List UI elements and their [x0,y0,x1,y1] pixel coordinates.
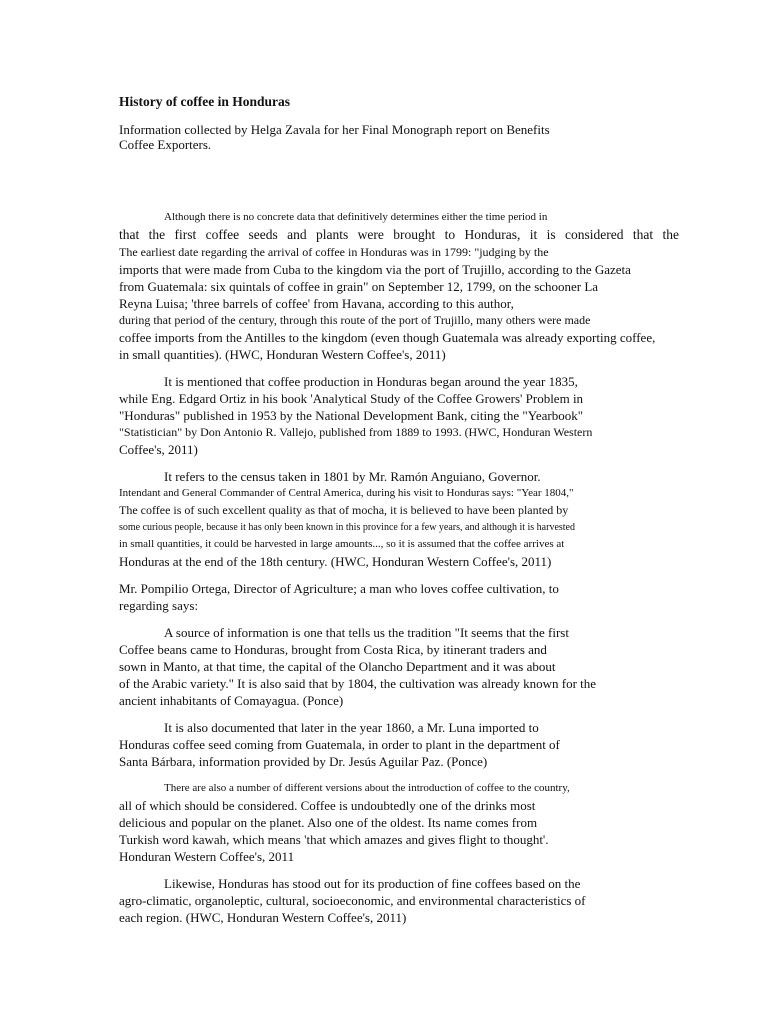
paragraph-line: The coffee is of such excellent quality as that of mocha, it is believed to have been planted by [119,503,569,517]
paragraph-line: in small quantities). (HWC, Honduran Western Coffee's, 2011) [119,347,446,362]
paragraph-4 [119,580,679,614]
paragraph-line: Reyna Luisa; 'three barrels of coffee' from Havana, according to this author, [119,296,514,311]
paragraph-line: There are also a number of different versions about the introduction of coffee to the country, [164,782,570,794]
paragraph-1 [119,209,679,363]
intro-line: Coffee Exporters. [119,137,212,152]
paragraph-line: Turkish word kawah, which means 'that which amazes and gives flight to thought'. [119,832,549,847]
paragraph-line: while Eng. Edgard Ortiz in his book 'Analytical Study of the Coffee Growers' Problem in [119,391,584,406]
paragraph-line: coffee imports from the Antilles to the kingdom (even though Guatemala was already exporting coffee, [119,330,656,345]
paragraph-line: agro-climatic, organoleptic, cultural, socioeconomic, and environmental characteristics of [119,893,586,908]
paragraph-line: delicious and popular on the planet. Also one of the oldest. Its name comes from [119,815,538,830]
paragraph-line: ancient inhabitants of Comayagua. (Ponce) [119,693,344,708]
paragraph-8 [119,875,679,926]
intro-text [119,122,679,152]
paragraph-line: each region. (HWC, Honduran Western Coffee's, 2011) [119,910,407,925]
intro-line: Information collected by Helga Zavala for her Final Monograph report on Benefits [119,122,550,137]
paragraph-line: It is also documented that later in the year 1860, a Mr. Luna imported to [164,720,539,735]
document-body [119,93,679,936]
paragraph-line: A source of information is one that tells us the tradition "It seems that the first [164,625,569,640]
paragraph-line: Coffee's, 2011) [119,442,198,457]
paragraph-line: The earliest date regarding the arrival of coffee in Honduras was in 1799: "judging by the [119,245,549,259]
paragraph-2 [119,373,679,458]
paragraph-line: Coffee beans came to Honduras, brought from Costa Rica, by itinerant traders and [119,642,547,657]
paragraph-line: of the Arabic variety." It is also said that by 1804, the cultivation was already known for the [119,676,597,691]
paragraph-6 [119,719,679,770]
paragraph-line: It is mentioned that coffee production in Honduras began around the year 1835, [164,374,578,389]
paragraph-5 [119,624,679,709]
paragraph-line: in small quantities, it could be harvested in large amounts..., so it is assumed that the coffee arrives at [119,538,565,550]
paragraph-line: Honduras coffee seed coming from Guatemala, in order to plant in the department of [119,737,560,752]
paragraph-line: regarding says: [119,598,199,613]
paragraph-line: Intendant and General Commander of Central America, during his visit to Honduras says: "Year 1804," [119,487,574,499]
document-title: History of coffee in Honduras [119,94,290,109]
paragraph-line: "Honduras" published in 1953 by the National Development Bank, citing the "Yearbook" [119,408,584,423]
paragraph-line: imports that were made from Cuba to the kingdom via the port of Trujillo, according to the Gazeta [119,262,631,277]
paragraph-line: that the first coffee seeds and plants were brought to Honduras, it is considered that the [119,227,679,242]
paragraph-line: during that period of the century, through this route of the port of Trujillo, many others were made [119,313,591,327]
paragraph-line: Although there is no concrete data that definitively determines either the time period in [164,211,548,223]
paragraph-3 [119,468,679,570]
paragraph-line: sown in Manto, at that time, the capital of the Olancho Department and it was about [119,659,556,674]
paragraph-line: Likewise, Honduras has stood out for its production of fine coffees based on the [164,876,581,891]
paragraph-line: "Statistician" by Don Antonio R. Vallejo, published from 1889 to 1993. (HWC, Honduran Western [119,425,593,439]
paragraph-line: It refers to the census taken in 1801 by Mr. Ramón Anguiano, Governor. [164,469,541,484]
paragraph-line: Honduras at the end of the 18th century. (HWC, Honduran Western Coffee's, 2011) [119,554,552,569]
paragraph-line: Santa Bárbara, information provided by Dr. Jesús Aguilar Paz. (Ponce) [119,754,488,769]
paragraph-line: some curious people, because it has only been known in this province for a few years, and although it is harvested [119,522,575,533]
paragraph-line: Honduran Western Coffee's, 2011 [119,849,295,864]
paragraph-line: from Guatemala: six quintals of coffee in grain" on September 12, 1799, on the schooner La [119,279,599,294]
paragraph-7 [119,780,679,865]
paragraph-line: Mr. Pompilio Ortega, Director of Agriculture; a man who loves coffee cultivation, to [119,581,559,596]
paragraph-line: all of which should be considered. Coffee is undoubtedly one of the drinks most [119,798,536,813]
